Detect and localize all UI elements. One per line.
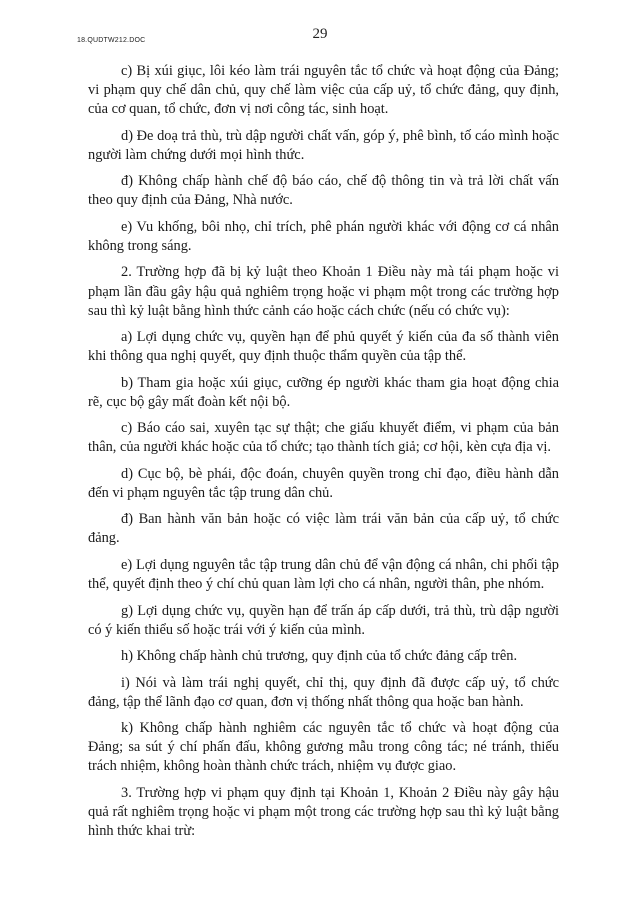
file-identifier: 18.QUDTW212.DOC <box>77 37 146 44</box>
paragraph-h-noncompliance: h) Không chấp hành chủ trương, quy định của tổ chức đảng cấp trên. <box>121 648 518 665</box>
paragraph-b-division: b) Tham gia hoặc xúi giục, cưỡng ép người khác tham gia hoạt động chia rẽ, cục bộ gây mất đoàn kết nội bộ. <box>88 374 559 410</box>
paragraph-g-suppress: g) Lợi dụng chức vụ, quyền hạn để trấn áp cấp dưới, trả thù, trù dập người có ý kiến thiểu số hoặc trái với ý kiến của mình. <box>88 602 559 638</box>
document-body <box>88 62 559 849</box>
paragraph-a-veto: a) Lợi dụng chức vụ, quyền hạn để phủ quyết ý kiến của đa số thành viên khi thông qua nghị quyết, quy định thuộc thẩm quyền của tập thể. <box>88 329 559 365</box>
paragraph-clause-2: 2. Trường hợp đã bị kỷ luật theo Khoản 1 Điều này mà tái phạm hoặc vi phạm lần đầu gây hậu quả nghiêm trọng hoặc vi phạm một trong các trường hợp sau thì kỷ luật bằng hình thức cảnh cáo hoặc cách chức (nếu có chức vụ): <box>88 264 559 319</box>
paragraph-i-contrary-resolution: i) Nói và làm trái nghị quyết, chỉ thị, quy định đã được cấp uỷ, tổ chức đảng, tập thể lãnh đạo cơ quan, đơn vị thống nhất thông qua hoặc ban hành. <box>88 674 559 710</box>
paragraph-d-factionalism: d) Cục bộ, bè phái, độc đoán, chuyên quyền trong chỉ đạo, điều hành dẫn đến vi phạm nguyên tắc tập trung dân chủ. <box>88 465 559 501</box>
paragraph-d-threaten: d) Đe doạ trả thù, trù dập người chất vấn, góp ý, phê bình, tố cáo mình hoặc người làm chứng dưới mọi hình thức. <box>88 127 559 163</box>
page-number: 29 <box>312 26 328 42</box>
paragraph-e-abuse-principle: e) Lợi dụng nguyên tắc tập trung dân chủ để vận động cá nhân, chi phối tập thể, quyết định theo ý chí chủ quan làm lợi cho cá nhân, người thân, phe nhóm. <box>88 556 559 593</box>
paragraph-dd-reporting: đ) Không chấp hành chế độ báo cáo, chế độ thông tin và trả lời chất vấn theo quy định của Đảng, Nhà nước. <box>88 173 559 209</box>
paragraph-c-incited: c) Bị xúi giục, lôi kéo làm trái nguyên tắc tổ chức và hoạt động của Đảng; vi phạm quy chế dân chủ, quy chế làm việc của cấp uỷ, tổ chức đảng, quy định, của cơ quan, tổ chức, đơn vị nơi công tác, sinh hoạt. <box>88 63 559 118</box>
paragraph-clause-3: 3. Trường hợp vi phạm quy định tại Khoản 1, Khoản 2 Điều này gây hậu quả rất nghiêm trọng hoặc vi phạm một trong các trường hợp sau thì kỷ luật bằng hình thức khai trừ: <box>88 784 559 840</box>
paragraph-dd-contrary-docs: đ) Ban hành văn bản hoặc có việc làm trái văn bản của cấp uỷ, tổ chức đảng. <box>88 511 559 547</box>
paragraph-c-false-report: c) Báo cáo sai, xuyên tạc sự thật; che giấu khuyết điểm, vi phạm của bản thân, của người khác hoặc của tổ chức; tạo thành tích giả; cơ hội, kèn cựa địa vị. <box>88 420 559 456</box>
paragraph-e-slander: e) Vu khống, bôi nhọ, chỉ trích, phê phán người khác với động cơ cá nhân không trong sáng. <box>88 218 559 254</box>
paragraph-k-principles: k) Không chấp hành nghiêm các nguyên tắc tổ chức và hoạt động của Đảng; sa sút ý chí phấn đấu, không gương mẫu trong công tác; né tránh, thiếu trách nhiệm, không hoàn thành chức trách, nhiệm vụ được giao. <box>88 720 559 775</box>
